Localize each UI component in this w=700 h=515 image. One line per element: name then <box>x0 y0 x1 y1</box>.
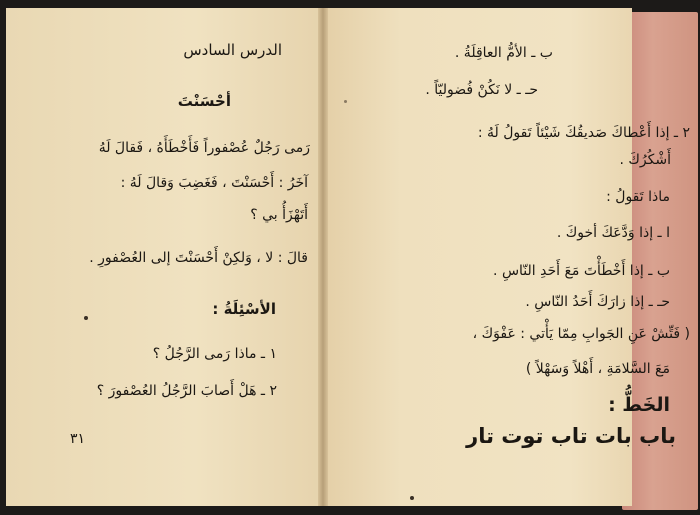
paper-speck <box>84 316 88 320</box>
page-number: ٣١ <box>70 431 86 447</box>
story-line: قالَ : لا ، وَلكِنْ أَحْسَنْتَ إلى العُصْفورِ . <box>89 250 308 266</box>
text-line: أَشْكُرُكَ . <box>619 152 671 168</box>
lesson-title: أحْسَنْتَ <box>177 92 231 110</box>
story-line: رَمى رَجُلٌ عُصْفوراً فَأَخْطَأَهُ ، فَقالَ لَهُ <box>98 140 310 156</box>
handwriting-row: باب بات تاب توت تار <box>466 424 676 448</box>
text-line: ب ـ الأمُّ العاقِلَةُ . <box>454 45 553 61</box>
text-line: ب ـ إذا أَخْطَأْتَ مَعَ أَحَدِ النّاسِ . <box>493 263 670 279</box>
text-line: مَعَ السَّلامَةِ ، أَهْلاً وَسَهْلاً ) <box>525 361 670 377</box>
text-line: حـ ـ لا نَكُنْ فُضوليّاً . <box>425 82 538 98</box>
story-line: أَتَهْزَأُ بي ؟ <box>250 207 308 223</box>
text-line: ا ـ إذا وَدَّعَكَ أخوكَ . <box>556 225 670 241</box>
text-line: حـ ـ إذا زارَكَ أَحَدُ النّاسِ . <box>525 294 670 310</box>
handwriting-heading: الخَطُّ : <box>608 394 670 416</box>
text-line: ( فَتِّشْ عَنِ الجَوابِ مِمّا يَأْتي : عَفْوَكَ ، <box>472 326 690 342</box>
question-item: ٢ ـ هَلْ أَصابَ الرَّجُلُ العُصْفورَ ؟ <box>96 383 277 399</box>
questions-heading: الأسْئِلَةُ : <box>212 300 276 318</box>
book-gutter <box>318 8 328 506</box>
paper-speck <box>344 100 347 103</box>
paper-speck <box>410 496 414 500</box>
question-item: ١ ـ ماذا رَمى الرَّجُلُ ؟ <box>152 346 277 362</box>
running-title: الدرس السادس <box>183 41 282 59</box>
story-line: آخَرُ : أَحْسَنْتَ ، فَغَضِبَ وَقالَ لَهُ : <box>120 175 308 191</box>
text-line: ماذا تَقولُ : <box>606 189 670 205</box>
text-line: ٢ ـ إذا أَعْطاكَ صَديقُكَ شَيْئاً تَقولُ لَهُ : <box>477 125 690 141</box>
